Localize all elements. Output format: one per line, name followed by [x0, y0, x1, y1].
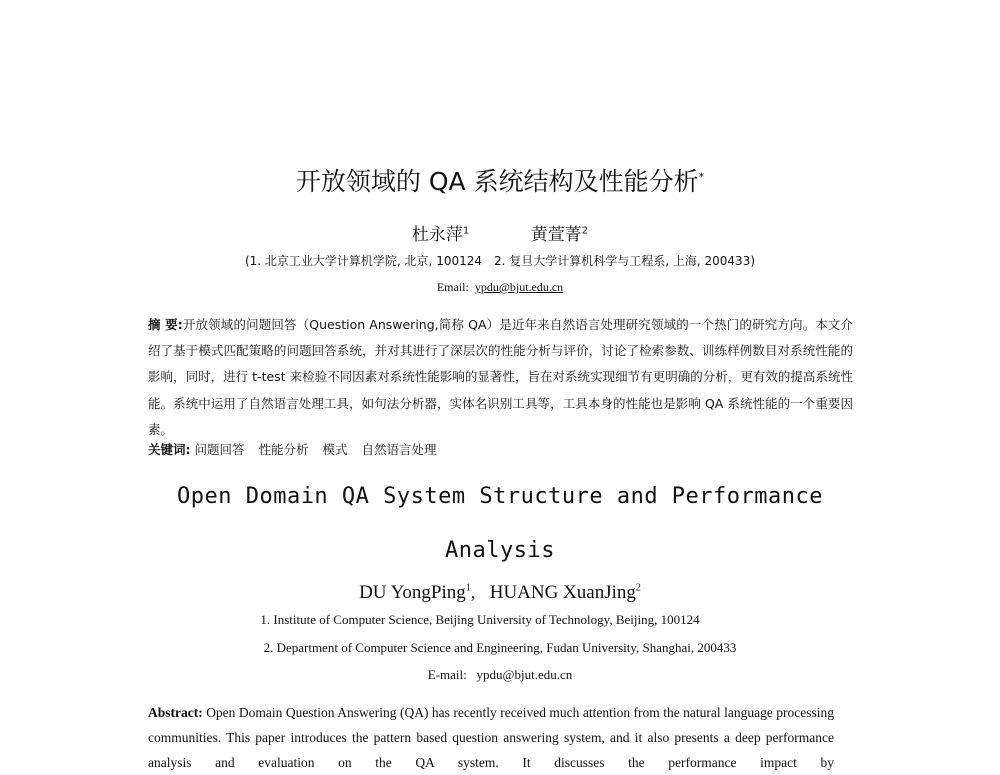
author-sup: 1	[462, 225, 470, 237]
abstract-text: 开放领域的问题回答（Question Answering,简称 QA）是近年来自然语言处理研究领域的一个热门的研究方向。本文介绍了基于模式匹配策略的问题回答系统，并对其进行了深层次的性能分析与评价，讨论了检索参数、训练样例数目对系统性能的影响，同时，进行 t-test 来检验不同因素对系统性能影响的显著性，旨在对系统实现细节有更明确的分析，更有效的提高系统性能。系统中运用了自然语言处理工具，如句法分析器，实体名识别工具等，工具本身的性能也是影响 QA 系统性能的一个重要因素。	[148, 317, 853, 437]
author-name: HUANG XuanJing	[489, 582, 636, 603]
email-label: Email:	[436, 280, 469, 294]
keyword: 性能分析	[258, 442, 309, 457]
affiliations-chinese: (1. 北京工业大学计算机学院, 北京, 100124 2. 复旦大学计算机科学与工程系, 上海, 200433)	[244, 254, 756, 268]
author-name: DU YongPing	[359, 582, 466, 603]
keyword: 模式	[322, 442, 348, 457]
email-link[interactable]: ypdu@bjut.edu.cn	[476, 667, 573, 682]
keyword: 自然语言处理	[361, 442, 437, 457]
authors-chinese	[0, 220, 1000, 245]
author-name: 杜永萍	[411, 225, 463, 245]
email-chinese	[0, 280, 1000, 295]
affiliation-english-2: 2. Department of Computer Science and Engineering, Fudan University, Shanghai, 200433	[263, 640, 737, 655]
keywords-label: 关键词:	[148, 442, 191, 457]
author-name: 黄萱菁	[530, 225, 582, 245]
paper-title-english-line1: Open Domain QA System Structure and Performance	[176, 484, 824, 509]
keywords-chinese	[148, 440, 451, 458]
title-text: 开放领域的 QA 系统结构及性能分析	[295, 167, 699, 196]
author	[412, 225, 469, 245]
author-sup: 2	[635, 582, 641, 594]
title-footnote-mark: *	[698, 170, 705, 184]
abstract-label: 摘 要:	[148, 317, 183, 332]
email-english	[0, 667, 1000, 683]
email-label: E-mail:	[427, 667, 467, 682]
abstract-english	[148, 700, 834, 775]
abstract-chinese	[148, 312, 853, 443]
email-link[interactable]: ypdu@bjut.edu.cn	[474, 280, 564, 294]
affiliation-english-1: 1. Institute of Computer Science, Beijing University of Technology, Beijing, 100124	[260, 612, 700, 627]
authors-english: DU YongPing$^1$, HUANG XuanJing$^2$	[359, 582, 641, 603]
paper-title-english-line2: Analysis	[445, 538, 555, 563]
keyword: 问题回答	[194, 442, 245, 457]
author-sup: 2	[581, 225, 589, 237]
author	[531, 225, 588, 245]
abstract-text: Open Domain Question Answering (QA) has recently received much attention from the natural language processing communities. This paper introduces the pattern based question answering system, and it also presents a deep performance analysis and evaluation on the QA system. It discusses the performance impact by	[148, 705, 835, 770]
paper-title-chinese	[0, 162, 1000, 198]
abstract-label: Abstract:	[148, 705, 203, 720]
author-sup: 1	[465, 582, 471, 594]
